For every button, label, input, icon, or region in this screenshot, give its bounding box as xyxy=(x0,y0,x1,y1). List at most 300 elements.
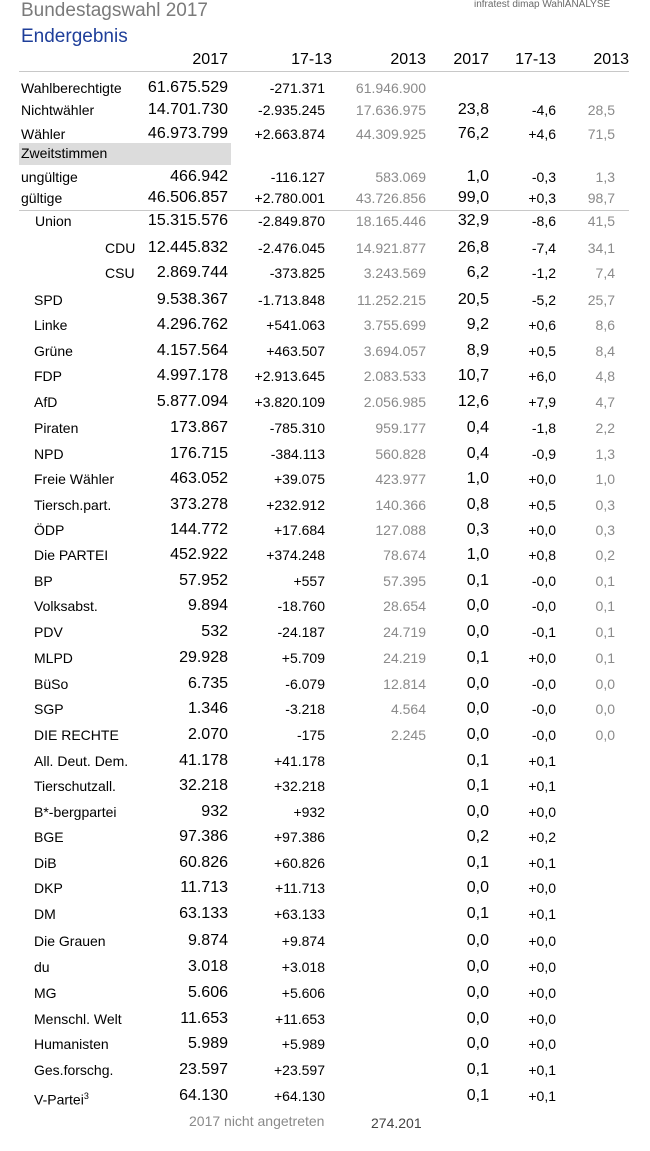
value-2017: 2.070 xyxy=(187,726,228,743)
value-2017: 5.606 xyxy=(187,984,228,1001)
table-row xyxy=(0,802,650,822)
table-row xyxy=(0,469,650,489)
percent-2017: 0,1 xyxy=(466,905,489,922)
table-row xyxy=(0,904,650,924)
percent-diff: +0,1 xyxy=(528,1062,556,1078)
value-2013: 560.828 xyxy=(375,446,426,462)
percent-diff: +4,6 xyxy=(528,126,556,142)
value-2013: 61.946.900 xyxy=(355,80,426,96)
percent-2017: 0,0 xyxy=(466,597,489,614)
percent-diff: +0,0 xyxy=(528,650,556,666)
row-label: PDV xyxy=(34,624,63,640)
percent-diff: +7,9 xyxy=(528,394,556,410)
value-2013: 2.056.985 xyxy=(363,394,426,410)
percent-diff: +6,0 xyxy=(528,368,556,384)
percent-2017: 10,7 xyxy=(457,367,489,384)
percent-2017: 0,0 xyxy=(466,1035,489,1052)
table-row xyxy=(0,392,650,412)
col-header-pct-diff: 17-13 xyxy=(515,51,556,68)
percent-2013: 8,4 xyxy=(595,343,615,359)
percent-2017: 0,0 xyxy=(466,879,489,896)
value-2017: 14.701.730 xyxy=(147,101,228,118)
percent-diff: +0,1 xyxy=(528,778,556,794)
value-2013: 11.252.215 xyxy=(356,292,426,308)
value-2017: 57.952 xyxy=(179,572,228,589)
value-2017: 144.772 xyxy=(170,521,228,538)
percent-diff: +0,5 xyxy=(528,343,556,359)
value-diff: +557 xyxy=(293,573,325,589)
percent-2017: 0,1 xyxy=(466,854,489,871)
row-label: DM xyxy=(34,906,56,922)
percent-diff: -0,9 xyxy=(531,446,556,462)
table-row xyxy=(0,211,650,231)
value-2013: 3.243.569 xyxy=(363,265,426,281)
value-2017: 64.130 xyxy=(179,1087,228,1104)
row-label: Die Grauen xyxy=(34,933,106,949)
value-diff: -2.935.245 xyxy=(258,102,325,118)
value-diff: +23.597 xyxy=(274,1062,325,1078)
value-diff: +3.018 xyxy=(281,959,325,975)
table-row xyxy=(0,776,650,796)
value-2013: 28.654 xyxy=(383,598,426,614)
table-row xyxy=(0,1034,650,1054)
table-row xyxy=(0,983,650,1003)
value-2017: 11.653 xyxy=(180,1010,228,1027)
row-label: DKP xyxy=(34,880,63,896)
value-2017: 1.346 xyxy=(187,700,228,717)
percent-2017: 99,0 xyxy=(457,189,489,206)
percent-diff: +0,0 xyxy=(528,471,556,487)
table-row xyxy=(0,444,650,464)
value-diff: -373.825 xyxy=(269,265,325,281)
percent-2013: 0,1 xyxy=(595,598,615,614)
value-2017: 3.018 xyxy=(187,958,228,975)
percent-diff: -0,0 xyxy=(531,598,556,614)
table-row xyxy=(0,1086,650,1106)
col-header-abs-2013: 2013 xyxy=(390,51,426,68)
percent-2017: 0,4 xyxy=(466,419,489,436)
value-2017: 2.869.744 xyxy=(156,264,228,281)
value-diff: +41.178 xyxy=(274,753,325,769)
percent-2013: 7,4 xyxy=(595,265,615,281)
percent-2017: 12,6 xyxy=(457,393,489,410)
row-label: Die PARTEI xyxy=(34,547,109,563)
row-label: ÖDP xyxy=(34,522,65,538)
percent-2013: 0,1 xyxy=(595,573,615,589)
percent-diff: +0,0 xyxy=(528,985,556,1001)
percent-diff: -0,1 xyxy=(531,624,556,640)
value-2017: 532 xyxy=(201,623,228,640)
row-label: MG xyxy=(34,985,57,1001)
row-label: Freie Wähler xyxy=(34,471,115,487)
row-label: du xyxy=(34,959,50,975)
percent-2013: 0,1 xyxy=(595,650,615,666)
table-row xyxy=(0,1009,650,1029)
percent-2017: 0,0 xyxy=(466,984,489,1001)
row-label: Linke xyxy=(34,317,68,333)
table-row xyxy=(0,596,650,616)
row-label: Wähler xyxy=(21,126,66,142)
value-diff: +2.780.001 xyxy=(254,190,325,206)
percent-diff: +0,5 xyxy=(528,497,556,513)
percent-diff: +0,2 xyxy=(528,829,556,845)
row-label: AfD xyxy=(34,394,58,410)
value-2013: 959.177 xyxy=(375,420,426,436)
percent-2017: 0,8 xyxy=(466,496,489,513)
table-row xyxy=(0,341,650,361)
percent-2017: 0,0 xyxy=(466,958,489,975)
percent-2017: 0,1 xyxy=(466,572,489,589)
value-diff: +64.130 xyxy=(274,1088,325,1104)
percent-2017: 0,1 xyxy=(466,1061,489,1078)
value-diff: -2.849.870 xyxy=(258,213,325,229)
value-diff: +32.218 xyxy=(274,778,325,794)
row-label: Nichtwähler xyxy=(21,102,95,118)
percent-diff: +0,1 xyxy=(528,753,556,769)
footnote-marker: 3 xyxy=(83,1091,89,1101)
table-row xyxy=(0,124,650,144)
percent-2017: 1,0 xyxy=(466,546,489,563)
value-2017: 32.218 xyxy=(179,777,228,794)
row-label: Piraten xyxy=(34,420,79,436)
col-header-abs-2017: 2017 xyxy=(192,51,228,68)
value-2017: 63.133 xyxy=(179,905,228,922)
source-label: infratest dimap WahlANALYSE xyxy=(474,0,611,10)
row-label: All. Deut. Dem. xyxy=(34,753,129,769)
row-label: BGE xyxy=(34,829,64,845)
percent-diff: +0,0 xyxy=(528,522,556,538)
percent-2013: 2,2 xyxy=(595,420,615,436)
table-row xyxy=(0,167,650,187)
row-label: B*-bergpartei xyxy=(34,804,117,820)
footer-value: 274.201 xyxy=(371,1115,422,1131)
value-2017: 9.538.367 xyxy=(156,291,228,308)
percent-diff: -0,3 xyxy=(531,169,556,185)
value-2013: 3.694.057 xyxy=(363,343,426,359)
percent-diff: +0,0 xyxy=(528,804,556,820)
percent-2017: 0,0 xyxy=(466,803,489,820)
row-label: Tierschutzall. xyxy=(34,778,116,794)
percent-2013: 25,7 xyxy=(587,292,615,308)
table-row xyxy=(0,418,650,438)
percent-diff: +0,0 xyxy=(528,880,556,896)
value-diff: +5.606 xyxy=(281,985,325,1001)
value-2017: 176.715 xyxy=(170,445,228,462)
value-2017: 373.278 xyxy=(170,496,228,513)
section-zweitstimmen xyxy=(19,143,231,165)
value-diff: +5.709 xyxy=(281,650,325,666)
value-2013: 3.755.699 xyxy=(363,317,426,333)
table-row xyxy=(0,648,650,668)
percent-2013: 4,7 xyxy=(595,394,615,410)
percent-diff: -0,0 xyxy=(531,727,556,743)
row-label: CDU xyxy=(105,240,136,256)
percent-2017: 1,0 xyxy=(466,168,489,185)
percent-2017: 0,1 xyxy=(466,1087,489,1104)
row-label: gültige xyxy=(21,190,63,206)
table-row xyxy=(0,545,650,565)
percent-diff: -5,2 xyxy=(531,292,556,308)
percent-2017: 0,0 xyxy=(466,623,489,640)
percent-2017: 0,3 xyxy=(466,521,489,538)
percent-diff: +0,8 xyxy=(528,547,556,563)
percent-2017: 20,5 xyxy=(457,291,489,308)
value-2017: 29.928 xyxy=(179,649,228,666)
table-row xyxy=(0,853,650,873)
value-2013: 44.309.925 xyxy=(355,126,426,142)
percent-diff: +0,1 xyxy=(528,855,556,871)
row-label: SGP xyxy=(34,701,64,717)
value-2013: 2.083.533 xyxy=(363,368,426,384)
value-2017: 9.874 xyxy=(187,932,228,949)
percent-2017: 0,0 xyxy=(466,726,489,743)
value-2017: 6.735 xyxy=(187,675,228,692)
value-2017: 46.506.857 xyxy=(147,189,228,206)
value-2017: 932 xyxy=(201,803,228,820)
percent-diff: +0,0 xyxy=(528,1036,556,1052)
table-row xyxy=(0,751,650,771)
percent-diff: +0,1 xyxy=(528,1088,556,1104)
table-row xyxy=(0,957,650,977)
percent-2013: 34,1 xyxy=(587,240,615,256)
percent-2017: 9,2 xyxy=(466,316,489,333)
value-2017: 4.997.178 xyxy=(156,367,228,384)
percent-diff: +0,1 xyxy=(528,906,556,922)
value-2013: 423.977 xyxy=(375,471,426,487)
percent-diff: +0,3 xyxy=(528,190,556,206)
value-diff: -18.760 xyxy=(277,598,325,614)
percent-2013: 28,5 xyxy=(587,102,615,118)
percent-diff: -1,2 xyxy=(531,265,556,281)
page-title: Bundestagswahl 2017 xyxy=(21,0,208,21)
col-header-abs-diff: 17-13 xyxy=(291,51,332,68)
percent-2013: 71,5 xyxy=(587,126,615,142)
percent-2017: 0,0 xyxy=(466,932,489,949)
row-label: BüSo xyxy=(34,676,69,692)
row-label: Grüne xyxy=(34,343,73,359)
value-2017: 173.867 xyxy=(170,419,228,436)
value-diff: +11.653 xyxy=(275,1011,325,1027)
value-diff: +932 xyxy=(293,804,325,820)
section-label: Zweitstimmen xyxy=(21,145,108,161)
value-2013: 17.636.975 xyxy=(355,102,426,118)
row-label: Menschl. Welt xyxy=(34,1011,122,1027)
percent-2013: 1,3 xyxy=(595,169,615,185)
value-2017: 466.942 xyxy=(170,168,228,185)
row-label: NPD xyxy=(34,446,64,462)
value-diff: -6.079 xyxy=(285,676,325,692)
value-diff: +5.989 xyxy=(281,1036,325,1052)
percent-2013: 98,7 xyxy=(587,190,615,206)
percent-2013: 0,0 xyxy=(595,727,615,743)
value-diff: +232.912 xyxy=(266,497,325,513)
value-diff: +374.248 xyxy=(266,547,325,563)
table-row xyxy=(0,931,650,951)
percent-2017: 0,0 xyxy=(466,675,489,692)
col-header-pct-2017: 2017 xyxy=(453,51,489,68)
percent-2013: 1,0 xyxy=(595,471,615,487)
percent-diff: -0,0 xyxy=(531,676,556,692)
table-row xyxy=(0,188,650,208)
page-subtitle: Endergebnis xyxy=(21,26,128,47)
value-diff: -2.476.045 xyxy=(258,240,325,256)
value-diff: +2.663.874 xyxy=(254,126,325,142)
value-diff: +60.826 xyxy=(274,855,325,871)
value-2013: 24.719 xyxy=(383,624,426,640)
percent-2013: 41,5 xyxy=(587,213,615,229)
table-row xyxy=(0,238,650,258)
value-2017: 11.713 xyxy=(180,879,228,896)
value-2013: 57.395 xyxy=(383,573,426,589)
percent-2017: 0,1 xyxy=(466,752,489,769)
value-2017: 12.445.832 xyxy=(147,239,228,256)
table-row xyxy=(0,725,650,745)
percent-2017: 76,2 xyxy=(457,125,489,142)
value-diff: -785.310 xyxy=(269,420,325,436)
value-2017: 61.675.529 xyxy=(147,79,228,96)
percent-2013: 8,6 xyxy=(595,317,615,333)
percent-diff: -1,8 xyxy=(531,420,556,436)
value-diff: +463.507 xyxy=(266,343,325,359)
value-2013: 140.366 xyxy=(375,497,426,513)
row-label: CSU xyxy=(105,265,135,281)
value-diff: +3.820.109 xyxy=(254,394,325,410)
row-label: SPD xyxy=(34,292,63,308)
percent-2017: 23,8 xyxy=(457,101,489,118)
table-row xyxy=(0,1060,650,1080)
percent-2013: 0,2 xyxy=(595,547,615,563)
value-2013: 78.674 xyxy=(383,547,426,563)
percent-2013: 4,8 xyxy=(595,368,615,384)
row-label: DIE RECHTE xyxy=(34,727,119,743)
value-2017: 463.052 xyxy=(170,470,228,487)
percent-2017: 0,0 xyxy=(466,700,489,717)
value-diff: +39.075 xyxy=(274,471,325,487)
percent-diff: +0,0 xyxy=(528,1011,556,1027)
percent-diff: +0,6 xyxy=(528,317,556,333)
row-label: Volksabst. xyxy=(34,598,98,614)
value-2017: 5.877.094 xyxy=(156,393,228,410)
value-diff: -24.187 xyxy=(277,624,325,640)
value-diff: -384.113 xyxy=(270,446,325,462)
value-diff: -175 xyxy=(296,727,325,743)
percent-diff: -0,0 xyxy=(531,701,556,717)
value-diff: +17.684 xyxy=(274,522,325,538)
percent-2013: 0,0 xyxy=(595,701,615,717)
table-row xyxy=(0,878,650,898)
value-2017: 23.597 xyxy=(179,1061,228,1078)
value-diff: +9.874 xyxy=(281,933,325,949)
table-row xyxy=(0,263,650,283)
percent-2017: 0,4 xyxy=(466,445,489,462)
percent-2017: 6,2 xyxy=(466,264,489,281)
value-2013: 2.245 xyxy=(390,727,426,743)
value-2013: 12.814 xyxy=(383,676,426,692)
percent-2017: 0,0 xyxy=(466,1010,489,1027)
percent-2017: 8,9 xyxy=(466,342,489,359)
value-2013: 24.219 xyxy=(383,650,426,666)
percent-2017: 1,0 xyxy=(466,470,489,487)
percent-2017: 26,8 xyxy=(457,239,489,256)
percent-diff: -7,4 xyxy=(531,240,556,256)
value-diff: -116.127 xyxy=(270,169,325,185)
row-label: Union xyxy=(35,213,72,229)
value-2013: 127.088 xyxy=(375,522,426,538)
row-label: Ges.forschg. xyxy=(34,1062,114,1078)
row-label: MLPD xyxy=(34,650,73,666)
table-row xyxy=(0,78,650,98)
percent-2013: 0,0 xyxy=(595,676,615,692)
row-label: Wahlberechtigte xyxy=(21,80,122,96)
table-row xyxy=(0,520,650,540)
row-label: V-Partei$^3$ xyxy=(34,1091,89,1108)
col-header-pct-2013: 2013 xyxy=(593,51,629,68)
table-row xyxy=(0,290,650,310)
header-divider xyxy=(19,71,629,72)
percent-diff: -8,6 xyxy=(531,213,556,229)
value-2017: 452.922 xyxy=(170,546,228,563)
value-2017: 4.296.762 xyxy=(156,316,228,333)
value-2017: 5.989 xyxy=(187,1035,228,1052)
row-label: DiB xyxy=(34,855,57,871)
percent-diff: +0,0 xyxy=(528,959,556,975)
table-row xyxy=(0,495,650,515)
value-2017: 46.973.799 xyxy=(147,125,228,142)
value-2017: 4.157.564 xyxy=(156,342,228,359)
percent-2017: 32,9 xyxy=(457,212,489,229)
value-2013: 43.726.856 xyxy=(355,190,426,206)
value-diff: -271.371 xyxy=(269,80,325,96)
value-2017: 97.386 xyxy=(179,828,228,845)
value-2013: 14.921.877 xyxy=(355,240,426,256)
table-row xyxy=(0,674,650,694)
percent-2017: 0,2 xyxy=(466,828,489,845)
percent-2013: 0,3 xyxy=(595,497,615,513)
value-diff: -3.218 xyxy=(285,701,325,717)
value-diff: +11.713 xyxy=(275,880,325,896)
table-row xyxy=(0,571,650,591)
footer-note: 2017 nicht angetreten xyxy=(189,1113,325,1129)
percent-diff: -4,6 xyxy=(531,102,556,118)
table-row xyxy=(0,622,650,642)
value-diff: +2.913.645 xyxy=(254,368,325,384)
percent-2013: 0,1 xyxy=(595,624,615,640)
value-2013: 18.165.446 xyxy=(355,213,426,229)
value-diff: +541.063 xyxy=(266,317,325,333)
value-2013: 4.564 xyxy=(390,701,426,717)
value-diff: -1.713.848 xyxy=(258,292,325,308)
value-2017: 9.894 xyxy=(187,597,228,614)
row-label: Tiersch.part. xyxy=(34,497,112,513)
row-label: Humanisten xyxy=(34,1036,109,1052)
table-row xyxy=(0,315,650,335)
percent-2017: 0,1 xyxy=(466,649,489,666)
percent-2013: 0,3 xyxy=(595,522,615,538)
row-label: BP xyxy=(34,573,53,589)
percent-2017: 0,1 xyxy=(466,777,489,794)
value-diff: +97.386 xyxy=(274,829,325,845)
table-row xyxy=(0,366,650,386)
value-2013: 583.069 xyxy=(375,169,426,185)
value-2017: 41.178 xyxy=(179,752,228,769)
value-2017: 60.826 xyxy=(179,854,228,871)
table-row xyxy=(0,100,650,120)
row-label: FDP xyxy=(34,368,62,384)
table-row xyxy=(0,827,650,847)
value-diff: +63.133 xyxy=(274,906,325,922)
value-2017: 15.315.576 xyxy=(147,212,228,229)
row-label: ungültige xyxy=(21,169,78,185)
